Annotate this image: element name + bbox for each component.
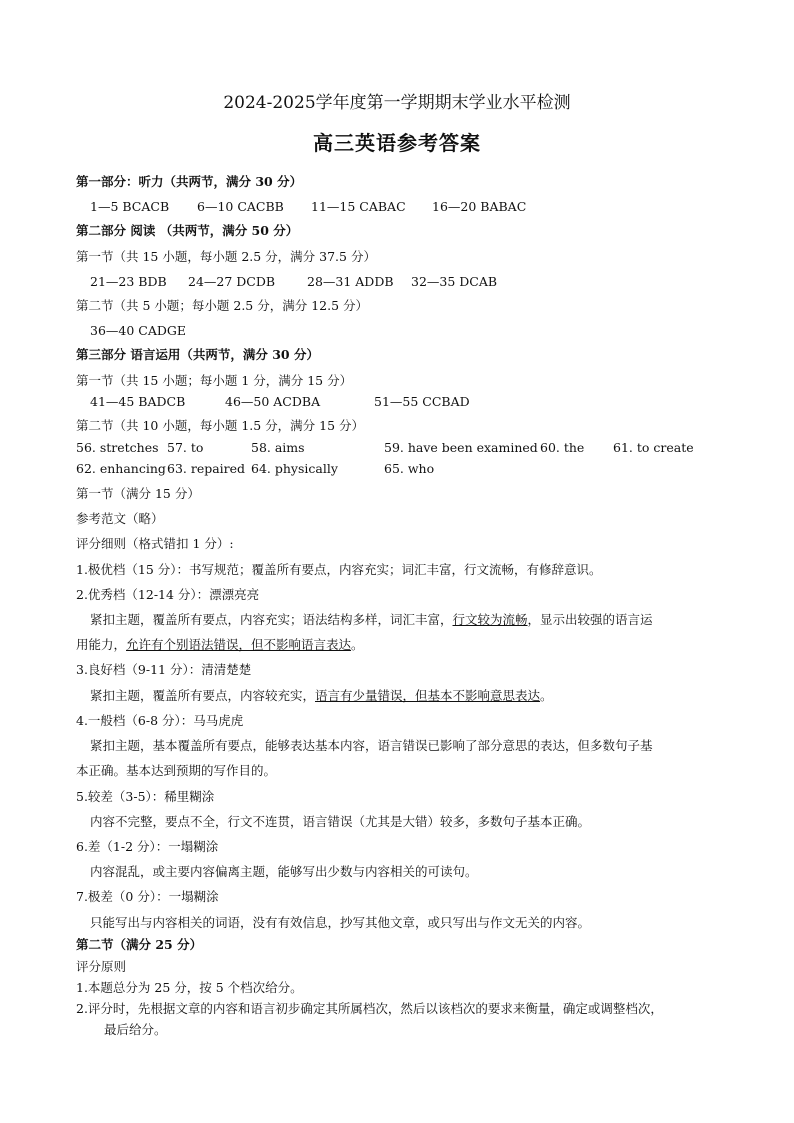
grade-level-5: 5.较差（3-5）：稀里糊涂 (76, 789, 215, 804)
fill-answer: 60. the (540, 440, 585, 455)
writing1-heading: 第一节（满分 15 分） (76, 486, 200, 501)
grade-level-3-description (90, 688, 553, 704)
fill-answer: 59. have been examined (384, 440, 538, 455)
fill-answer: 61. to create (613, 440, 694, 455)
text-segment: ，显示出较强的语言运 (527, 612, 653, 627)
fill-answer: 65. who (384, 461, 435, 476)
grade-level-5-description: 内容不完整，要点不全，行文不连贯，语言错误（尤其是大错）较多，多数句子基本正确。 (90, 814, 591, 829)
answer-group: 1—5 BCACB (90, 199, 170, 214)
answer-group: 16—20 BABAC (432, 199, 527, 214)
grade-level-7-description: 只能写出与内容相关的词语，没有有效信息，抄写其他文章，或只写出与作文无关的内容。 (90, 915, 591, 930)
document-subtitle: 高三英语参考答案 (313, 131, 481, 155)
answer-group: 32—35 DCAB (411, 274, 498, 289)
part2-section2-heading: 第二节（共 5 小题；每小题 2.5 分，满分 12.5 分） (76, 298, 369, 313)
grade-level-4: 4.一般档（6-8 分）：马马虎虎 (76, 713, 244, 728)
part2-section1-heading: 第一节（共 15 小题，每小题 2.5 分，满分 37.5 分） (76, 249, 376, 264)
part3-section1-heading: 第一节（共 15 小题；每小题 1 分，满分 15 分） (76, 373, 353, 388)
answer-group: 46—50 ACDBA (225, 394, 321, 409)
grade-level-6: 6.差（1-2 分）：一塌糊涂 (76, 839, 219, 854)
part2-heading: 第二部分 阅读 （共两节，满分 50 分） (76, 223, 299, 238)
fill-answer: 64. physically (251, 461, 338, 476)
grade-level-6-description: 内容混乱，或主要内容偏离主题，能够写出少数与内容相关的可读句。 (90, 864, 478, 879)
scoring-principle-heading: 评分原则 (76, 959, 127, 974)
grade-level-2-description-cont (76, 637, 364, 653)
scoring-rules-heading: 评分细则（格式错扣 1 分）: (76, 536, 234, 551)
grade-level-4-description: 紧扣主题，基本覆盖所有要点，能够表达基本内容，语言错误已影响了部分意思的表达，但多数句子基 (90, 738, 653, 753)
sample-essay-note: 参考范文（略） (76, 511, 164, 526)
exam-title: 2024-2025学年度第一学期期末学业水平检测 (223, 93, 571, 113)
grade-level-4-description-cont: 本正确。基本达到预期的写作目的。 (76, 763, 277, 778)
underlined-text: 语言有少量错误，但基本不影响意思表达 (315, 688, 541, 703)
principle-1: 1.本题总分为 25 分，按 5 个档次给分。 (76, 980, 303, 995)
text-segment: 。 (540, 688, 553, 703)
fill-answer: 63. repaired (167, 461, 246, 476)
answer-group: 6—10 CACBB (197, 199, 284, 214)
text-segment: 用能力， (76, 637, 127, 652)
answer-group: 24—27 DCDB (188, 274, 276, 289)
part3-section2-heading: 第二节（共 10 小题，每小题 1.5 分，满分 15 分） (76, 418, 365, 433)
part3-heading: 第三部分 语言运用（共两节，满分 30 分） (76, 347, 319, 362)
fill-answer: 56. stretches (76, 440, 159, 455)
fill-answer: 58. aims (251, 440, 305, 455)
answer-group: 51—55 CCBAD (374, 394, 470, 409)
answer-group: 21—23 BDB (90, 274, 167, 289)
text-segment: 紧扣主题，覆盖所有要点，内容充实；语法结构多样，词汇丰富， (90, 612, 453, 627)
fill-answer: 62. enhancing (76, 461, 166, 476)
grade-level-1: 1.极优档（15 分）：书写规范；覆盖所有要点，内容充实；词汇丰富，行文流畅，有修辞意识。 (76, 562, 602, 577)
underlined-text: 允许有个别语法错误，但不影响语言表达 (126, 637, 352, 652)
grade-level-2-description (90, 612, 653, 628)
fill-answer: 57. to (167, 440, 204, 455)
answer-group: 28—31 ADDB (307, 274, 394, 289)
grade-level-7: 7.极差（0 分）：一塌糊涂 (76, 889, 219, 904)
answer-group: 11—15 CABAC (311, 199, 406, 214)
part1-heading: 第一部分：听力（共两节，满分 30 分） (76, 174, 303, 189)
writing2-heading: 第二节（满分 25 分） (76, 937, 203, 952)
grade-level-2: 2.优秀档（12-14 分）：漂漂亮亮 (76, 587, 260, 602)
text-segment: 紧扣主题，覆盖所有要点，内容较充实， (90, 688, 316, 703)
principle-2-cont: 最后给分。 (104, 1022, 167, 1037)
answer-group: 41—45 BADCB (90, 394, 186, 409)
grade-level-3: 3.良好档（9-11 分）：清清楚楚 (76, 662, 252, 677)
underlined-text: 行文较为流畅 (452, 612, 528, 627)
principle-2: 2.评分时，先根据文章的内容和语言初步确定其所属档次，然后以该档次的要求来衡量，确定或调整档次， (76, 1001, 663, 1016)
text-segment: 。 (351, 637, 364, 652)
answer-group: 36—40 CADGE (90, 323, 187, 338)
